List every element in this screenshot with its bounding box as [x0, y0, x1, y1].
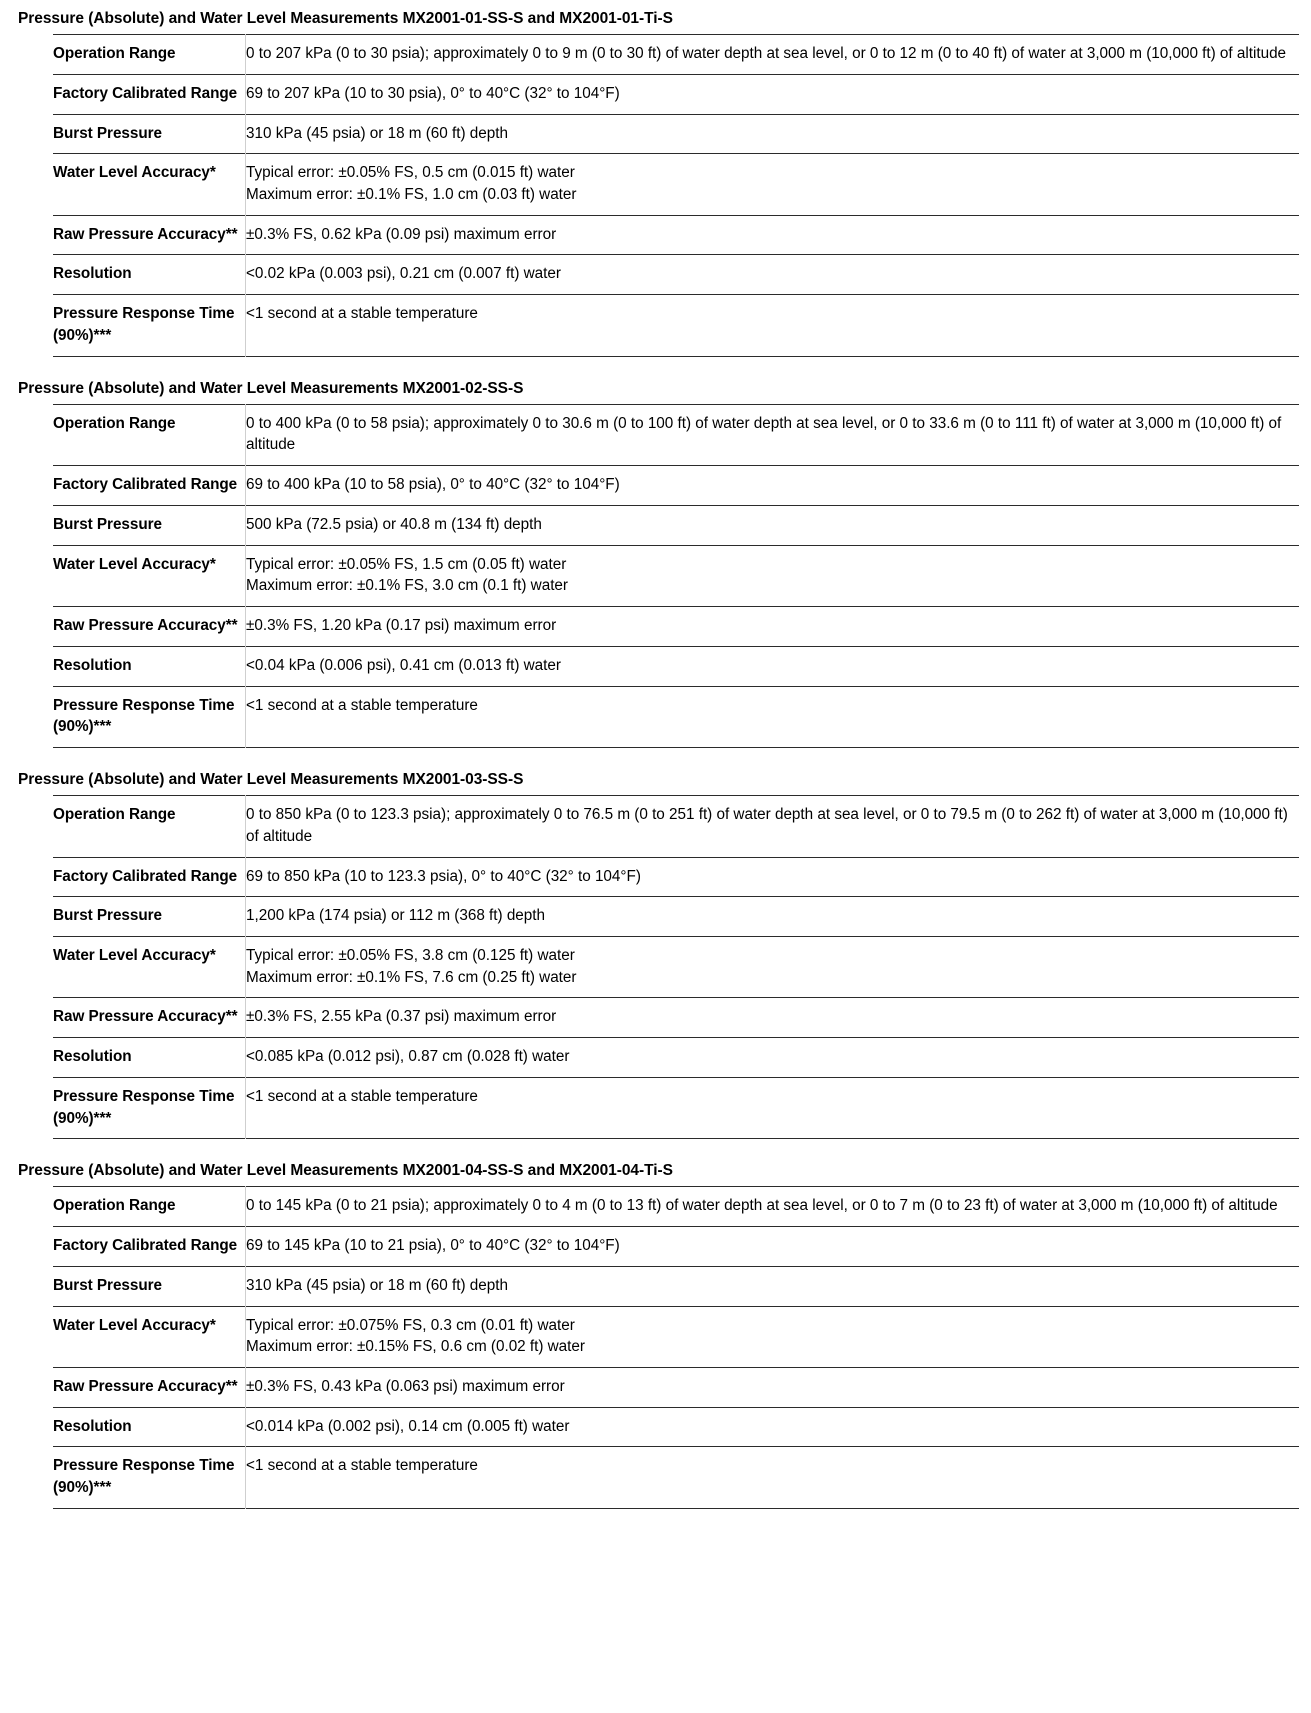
spec-label-cell: Burst Pressure	[53, 124, 162, 142]
spec-value-line: <0.04 kPa (0.006 psi), 0.41 cm (0.013 ft) water	[246, 656, 561, 674]
spec-label-cell: Factory Calibrated Range	[53, 476, 238, 494]
spec-value-cell	[246, 686, 1300, 747]
table-row	[53, 1227, 1299, 1267]
spec-label-cell: Raw Pressure Accuracy**	[53, 225, 238, 243]
spec-value-cell	[246, 215, 1300, 255]
spec-value-cell	[246, 35, 1300, 75]
table-row	[53, 897, 1299, 937]
spec-section	[18, 357, 1299, 748]
table-row	[53, 646, 1299, 686]
spec-value-line: <0.02 kPa (0.003 psi), 0.21 cm (0.007 ft) water	[246, 265, 561, 283]
spec-label-cell: Factory Calibrated Range	[53, 1237, 238, 1255]
spec-value-line: 310 kPa (45 psia) or 18 m (60 ft) depth	[246, 1276, 508, 1294]
table-row	[53, 1187, 1299, 1227]
spec-value-line: 0 to 850 kPa (0 to 123.3 psia); approximately 0 to 76.5 m (0 to 251 ft) of water depth at sea level, or 0 to 79.5 m (0 to 262 ft) of water at 3,000 m (10,000 ft) of altitude	[246, 806, 1288, 845]
spec-value-line: <1 second at a stable temperature	[246, 696, 478, 714]
spec-value-line: 0 to 145 kPa (0 to 21 psia); approximately 0 to 4 m (0 to 13 ft) of water depth at sea level, or 0 to 7 m (0 to 23 ft) of water at 3,000 m (10,000 ft) of altitude	[246, 1197, 1278, 1215]
section-title: Pressure (Absolute) and Water Level Measurements MX2001-04-SS-S and MX2001-04-Ti-S	[18, 1162, 673, 1180]
spec-value-line: ±0.3% FS, 1.20 kPa (0.17 psi) maximum error	[246, 617, 557, 635]
spec-label-cell: Pressure Response Time (90%)***	[53, 1087, 235, 1127]
spec-label-cell: Resolution	[53, 656, 132, 674]
spec-value-line: ±0.3% FS, 0.43 kPa (0.063 psi) maximum error	[246, 1378, 565, 1395]
spec-value-cell	[246, 857, 1300, 897]
spec-label-cell: Resolution	[53, 1417, 132, 1435]
spec-value-cell	[246, 74, 1300, 114]
spec-label-cell: Factory Calibrated Range	[53, 867, 238, 885]
table-row	[53, 74, 1299, 114]
spec-label-cell: Resolution	[53, 1048, 132, 1066]
table-row	[53, 1447, 1299, 1508]
spec-value-line: <1 second at a stable temperature	[246, 1457, 478, 1475]
spec-value-line: Typical error: ±0.05% FS, 0.5 cm (0.015 ft) water	[246, 164, 575, 182]
spec-label-cell: Operation Range	[53, 806, 176, 824]
spec-value-line: <0.014 kPa (0.002 psi), 0.14 cm (0.005 ft) water	[246, 1417, 570, 1435]
spec-value-line: <0.085 kPa (0.012 psi), 0.87 cm (0.028 ft) water	[246, 1048, 570, 1066]
table-row	[53, 607, 1299, 647]
spec-label-cell: Pressure Response Time (90%)***	[53, 1457, 235, 1497]
spec-section	[18, 748, 1299, 1139]
spec-value-cell	[246, 796, 1300, 857]
table-row	[53, 1368, 1299, 1408]
spec-value-line: ±0.3% FS, 0.62 kPa (0.09 psi) maximum error	[246, 225, 557, 243]
table-row	[53, 215, 1299, 255]
spec-value-cell	[246, 936, 1300, 997]
spec-value-cell	[246, 1368, 1300, 1408]
spec-value-line: ±0.3% FS, 2.55 kPa (0.37 psi) maximum error	[246, 1008, 557, 1026]
spec-label-cell: Operation Range	[53, 45, 176, 63]
spec-value-cell	[246, 114, 1300, 154]
section-title: Pressure (Absolute) and Water Level Measurements MX2001-02-SS-S	[18, 379, 524, 397]
spec-section	[18, 1139, 1299, 1509]
spec-value-cell	[246, 1077, 1300, 1138]
table-row	[53, 114, 1299, 154]
spec-value-line: Typical error: ±0.05% FS, 3.8 cm (0.125 ft) water	[246, 946, 575, 964]
spec-value-line: <1 second at a stable temperature	[246, 1087, 478, 1105]
section-title: Pressure (Absolute) and Water Level Measurements MX2001-01-SS-S and MX2001-01-Ti-S	[18, 10, 673, 27]
table-row	[53, 1038, 1299, 1078]
table-row	[53, 154, 1299, 215]
table-row	[53, 35, 1299, 75]
spec-label-cell: Factory Calibrated Range	[53, 84, 238, 102]
spec-label-cell: Burst Pressure	[53, 1276, 162, 1294]
spec-value-line: 500 kPa (72.5 psia) or 40.8 m (134 ft) depth	[246, 515, 542, 533]
spec-value-cell	[246, 607, 1300, 647]
spec-label-cell: Resolution	[53, 265, 132, 283]
spec-value-line: 69 to 145 kPa (10 to 21 psia), 0° to 40°C (32° to 104°F)	[246, 1237, 620, 1255]
spec-value-line: 0 to 207 kPa (0 to 30 psia); approximately 0 to 9 m (0 to 30 ft) of water depth at sea level, or 0 to 12 m (0 to 40 ft) of water at 3,000 m (10,000 ft) of altitude	[246, 45, 1287, 63]
spec-value-line: 0 to 400 kPa (0 to 58 psia); approximately 0 to 30.6 m (0 to 100 ft) of water depth at sea level, or 0 to 33.6 m (0 to 111 ft) of water at 3,000 m (10,000 ft) of altitude	[246, 414, 1282, 454]
spec-value-line: 69 to 850 kPa (10 to 123.3 psia), 0° to 40°C (32° to 104°F)	[246, 867, 641, 885]
spec-value-line: Maximum error: ±0.15% FS, 0.6 cm (0.02 ft) water	[246, 1338, 585, 1356]
table-row	[53, 505, 1299, 545]
spec-value-cell	[246, 505, 1300, 545]
spec-value-cell	[246, 1227, 1300, 1267]
table-row	[53, 686, 1299, 747]
spec-table	[53, 795, 1299, 1139]
table-row	[53, 1266, 1299, 1306]
spec-value-cell	[246, 404, 1300, 465]
spec-value-line: Typical error: ±0.075% FS, 0.3 cm (0.01 ft) water	[246, 1316, 575, 1334]
spec-value-cell	[246, 1447, 1300, 1508]
spec-sections-container	[18, 9, 1299, 1509]
table-row	[53, 857, 1299, 897]
table-row	[53, 404, 1299, 465]
spec-value-cell	[246, 255, 1300, 295]
spec-table	[53, 404, 1299, 748]
spec-label-cell: Raw Pressure Accuracy**	[53, 617, 238, 635]
table-row	[53, 1306, 1299, 1367]
spec-value-cell	[246, 545, 1300, 606]
table-row	[53, 936, 1299, 997]
spec-value-line: 69 to 400 kPa (10 to 58 psia), 0° to 40°C (32° to 104°F)	[246, 476, 620, 494]
spec-label-cell: Pressure Response Time (90%)***	[53, 696, 235, 736]
spec-table	[53, 34, 1299, 356]
table-row	[53, 1407, 1299, 1447]
spec-label-cell: Raw Pressure Accuracy**	[53, 1378, 238, 1395]
spec-value-line: 69 to 207 kPa (10 to 30 psia), 0° to 40°C (32° to 104°F)	[246, 84, 620, 102]
spec-value-line: 1,200 kPa (174 psia) or 112 m (368 ft) depth	[246, 907, 546, 925]
table-row	[53, 466, 1299, 506]
spec-label-cell: Water Level Accuracy*	[53, 1316, 216, 1334]
spec-table	[53, 1186, 1299, 1508]
spec-value-cell	[246, 466, 1300, 506]
spec-value-cell	[246, 1306, 1300, 1367]
spec-label-cell: Operation Range	[53, 1197, 176, 1215]
spec-value-cell	[246, 897, 1300, 937]
section-title: Pressure (Absolute) and Water Level Measurements MX2001-03-SS-S	[18, 770, 524, 788]
spec-section	[18, 9, 1299, 357]
spec-value-cell	[246, 1266, 1300, 1306]
spec-label-cell: Water Level Accuracy*	[53, 946, 216, 964]
spec-label-cell: Pressure Response Time (90%)***	[53, 305, 235, 344]
spec-value-line: Typical error: ±0.05% FS, 1.5 cm (0.05 ft) water	[246, 555, 567, 573]
spec-value-cell	[246, 998, 1300, 1038]
spec-value-line: Maximum error: ±0.1% FS, 7.6 cm (0.25 ft) water	[246, 968, 577, 986]
table-row	[53, 545, 1299, 606]
spec-value-cell	[246, 646, 1300, 686]
spec-label-cell: Water Level Accuracy*	[53, 555, 216, 573]
spec-value-cell	[246, 154, 1300, 215]
table-row	[53, 295, 1299, 356]
spec-value-cell	[246, 295, 1300, 356]
spec-value-cell	[246, 1407, 1300, 1447]
spec-label-cell: Raw Pressure Accuracy**	[53, 1008, 238, 1026]
spec-label-cell: Operation Range	[53, 414, 176, 432]
table-row	[53, 1077, 1299, 1138]
table-row	[53, 255, 1299, 295]
spec-value-cell	[246, 1187, 1300, 1227]
spec-label-cell: Burst Pressure	[53, 907, 162, 925]
spec-value-line: <1 second at a stable temperature	[246, 305, 478, 323]
table-row	[53, 998, 1299, 1038]
spec-value-line: 310 kPa (45 psia) or 18 m (60 ft) depth	[246, 124, 508, 142]
spec-value-cell	[246, 1038, 1300, 1078]
table-row	[53, 796, 1299, 857]
spec-label-cell: Water Level Accuracy*	[53, 164, 216, 182]
spec-label-cell: Burst Pressure	[53, 515, 162, 533]
spec-value-line: Maximum error: ±0.1% FS, 3.0 cm (0.1 ft) water	[246, 577, 568, 595]
spec-value-line: Maximum error: ±0.1% FS, 1.0 cm (0.03 ft) water	[246, 186, 577, 204]
